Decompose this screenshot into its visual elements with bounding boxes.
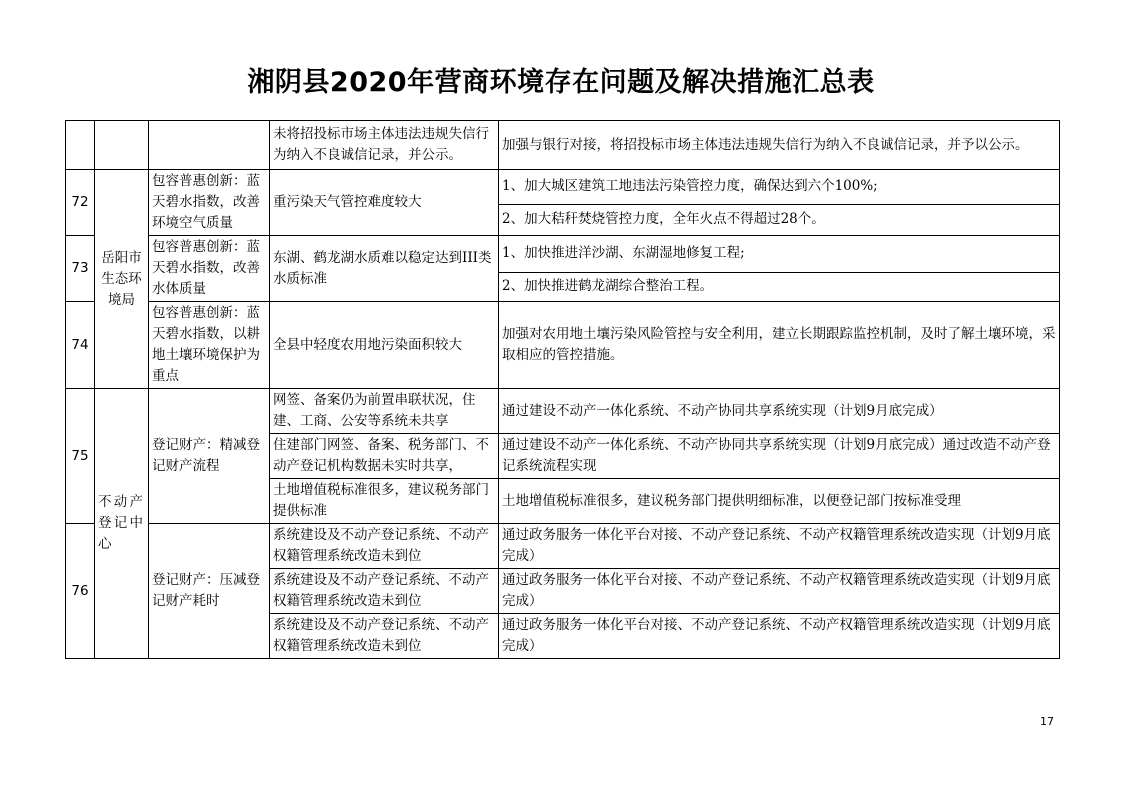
problem-cell: 系统建设及不动产登记系统、不动产权籍管理系统改造未到位 (270, 569, 499, 614)
measure-cell: 加强对农用地土壤污染风险管控与安全利用，建立长期跟踪监控机制，及时了解土壤环境，采取相应的管控措施。 (499, 302, 1060, 389)
measure-cell: 加强与银行对接，将招投标市场主体违法违规失信行为纳入不良诚信记录，并予以公示。 (499, 121, 1060, 170)
measure-cell: 通过政务服务一体化平台对接、不动产登记系统、不动产权籍管理系统改造实现（计划9月底完成） (499, 569, 1060, 614)
problem-cell: 土地增值税标准很多，建议税务部门提供标准 (270, 479, 499, 524)
measure-cell: 1、加大城区建筑工地违法污染管控力度，确保达到六个100%; (499, 170, 1060, 205)
department-cell (95, 121, 149, 170)
table-row (66, 524, 1060, 569)
row-number: 72 (66, 170, 95, 236)
problem-cell: 系统建设及不动产登记系统、不动产权籍管理系统改造未到位 (270, 614, 499, 659)
row-number: 76 (66, 524, 95, 659)
measure-cell: 通过政务服务一体化平台对接、不动产登记系统、不动产权籍管理系统改造实现（计划9月底完成） (499, 524, 1060, 569)
department-cell: 不动产登记中心 (95, 389, 149, 659)
category-cell: 登记财产：精减登记财产流程 (149, 389, 270, 524)
problem-cell: 重污染天气管控难度较大 (270, 170, 499, 236)
row-number: 74 (66, 302, 95, 389)
problem-cell: 系统建设及不动产登记系统、不动产权籍管理系统改造未到位 (270, 524, 499, 569)
row-number: 73 (66, 236, 95, 302)
measure-cell: 通过建设不动产一体化系统、不动产协同共享系统实现（计划9月底完成）通过改造不动产登记系统流程实现 (499, 434, 1060, 479)
measure-cell: 通过政务服务一体化平台对接、不动产登记系统、不动产权籍管理系统改造实现（计划9月底完成） (499, 614, 1060, 659)
page-title: 湘阴县2020年营商环境存在问题及解决措施汇总表 (247, 67, 875, 98)
measure-cell: 通过建设不动产一体化系统、不动产协同共享系统实现（计划9月底完成） (499, 389, 1060, 434)
problem-cell: 全县中轻度农用地污染面积较大 (270, 302, 499, 389)
table-row (66, 121, 1060, 170)
row-number (66, 121, 95, 170)
measure-cell: 2、加快推进鹤龙湖综合整治工程。 (499, 272, 1060, 301)
category-cell: 包容普惠创新：蓝天碧水指数，以耕地土壤环境保护为重点 (149, 302, 270, 389)
category-cell (149, 121, 270, 170)
table-row (66, 236, 1060, 273)
measure-cell: 土地增值税标准很多，建议税务部门提供明细标准，以便登记部门按标准受理 (499, 479, 1060, 524)
measure-cell: 2、加大秸秆焚烧管控力度，全年火点不得超过28个。 (499, 204, 1060, 235)
page-number: 17 (1040, 715, 1054, 728)
table-row (66, 389, 1060, 434)
issues-table (65, 120, 1060, 659)
problem-cell: 住建部门网签、备案、税务部门、不动产登记机构数据未实时共享， (270, 434, 499, 479)
category-cell: 包容普惠创新：蓝天碧水指数，改善水体质量 (149, 236, 270, 302)
measure-cell: 1、加快推进洋沙湖、东湖湿地修复工程; (499, 236, 1060, 273)
problem-cell: 网签、备案仍为前置串联状况，住建、工商、公安等系统未共享 (270, 389, 499, 434)
department-cell: 岳阳市生态环境局 (95, 170, 149, 389)
table-row (66, 170, 1060, 205)
category-cell: 包容普惠创新：蓝天碧水指数，改善环境空气质量 (149, 170, 270, 236)
problem-cell: 未将招投标市场主体违法违规失信行为纳入不良诚信记录，并公示。 (270, 121, 499, 170)
table-row (66, 302, 1060, 389)
row-number: 75 (66, 389, 95, 524)
category-cell: 登记财产：压减登记财产耗时 (149, 524, 270, 659)
problem-cell: 东湖、鹤龙湖水质难以稳定达到III类水质标准 (270, 236, 499, 302)
